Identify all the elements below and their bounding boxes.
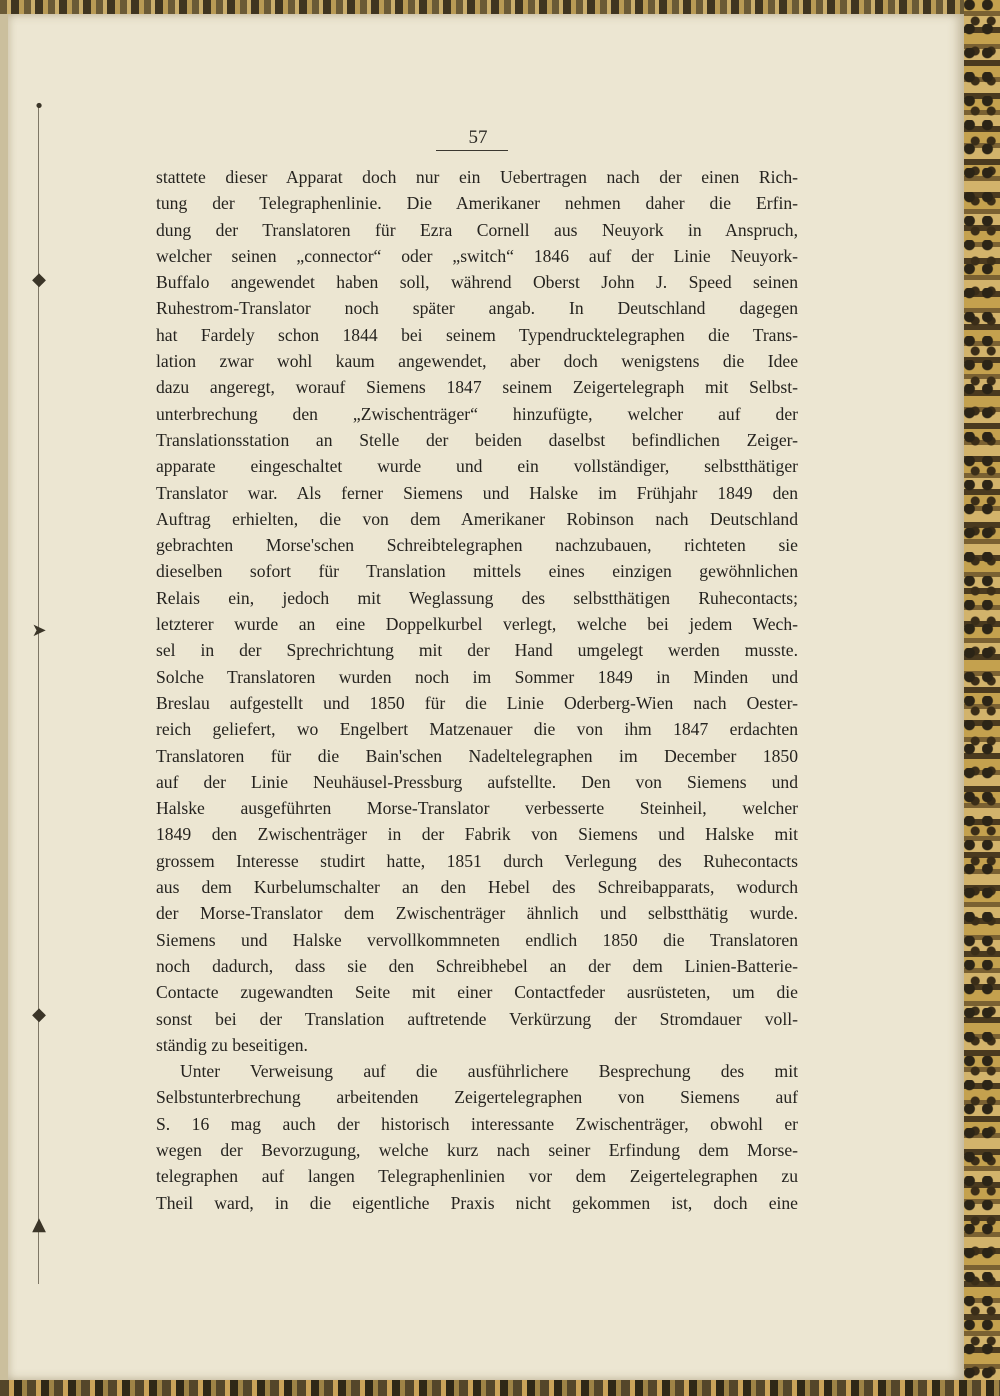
text-line: sonst bei der Translation auftretende Verkürzung der Stromdauer voll-	[156, 1008, 798, 1029]
text-line: letzterer wurde an eine Doppelkurbel verlegt, welche bei jedem Wech-	[156, 614, 798, 635]
text-line: Theil ward, in die eigentliche Praxis nicht gekommen ist, doch eine	[156, 1192, 798, 1213]
text-line: apparate eingeschaltet wurde und ein vollständiger, selbstthätiger	[156, 456, 798, 477]
text-line: Translator war. Als ferner Siemens und Halske im Frühjahr 1849 den	[156, 482, 798, 503]
text-line: Halske ausgeführten Morse-Translator verbesserte Steinheil, welcher	[156, 798, 798, 819]
margin-marker-icon: ◆	[32, 1004, 46, 1025]
page-number: 57	[468, 127, 488, 148]
text-line: wegen der Bevorzugung, welche kurz nach seiner Erfindung dem Morse-	[156, 1139, 798, 1160]
book-edge-right	[964, 0, 1000, 1396]
text-line: Breslau aufgestellt und 1850 für die Linie Oderberg-Wien nach Oester-	[156, 692, 798, 713]
margin-marker-icon: •	[33, 96, 45, 117]
book-edge-bottom	[0, 1380, 1000, 1396]
text-line: Solche Translatoren wurden noch im Sommer 1849 in Minden und	[156, 666, 798, 687]
text-line: Relais ein, jedoch mit Weglassung des selbstthätigen Ruhecontacts;	[156, 587, 798, 608]
text-line: grossem Interesse studirt hatte, 1851 durch Verlegung des Ruhecontacts	[156, 850, 798, 871]
margin-marker-icon: ◆	[32, 269, 46, 290]
text-line: Translatoren für die Bain'schen Nadeltelegraphen im December 1850	[156, 745, 798, 766]
body-text	[156, 164, 798, 1216]
text-line: Contacte zugewandten Seite mit einer Contactfeder ausrüsteten, um die	[156, 982, 798, 1003]
text-line: stattete dieser Apparat doch nur ein Uebertragen nach der einen Rich-	[156, 167, 798, 187]
text-line: 1849 den Zwischenträger in der Fabrik von Siemens und Halske mit	[156, 824, 798, 845]
text-line: Translationsstation an Stelle der beiden daselbst befindlichen Zeiger-	[156, 429, 798, 450]
page-number-rule	[436, 150, 508, 151]
text-line: Siemens und Halske vervollkommneten endlich 1850 die Translatoren	[156, 929, 798, 950]
text-line: Unter Verweisung auf die ausführlichere Besprechung des mit	[180, 1061, 798, 1082]
text-line: auf der Linie Neuhäusel-Pressburg aufstellte. Den von Siemens und	[156, 771, 798, 792]
text-line: aus dem Kurbelumschalter an den Hebel des Schreibapparats, wodurch	[156, 877, 798, 898]
text-line: Buffalo angewendet haben soll, während Oberst John J. Speed seinen	[156, 272, 798, 293]
text-line: lation zwar wohl kaum angewendet, aber doch wenigstens die Idee	[156, 351, 798, 372]
text-line: Auftrag erhielten, die von dem Amerikaner Robinson nach Deutschland	[156, 508, 798, 529]
text-line: noch dadurch, dass sie den Schreibhebel an der dem Linien-Batterie-	[156, 955, 798, 976]
paragraph-1	[156, 164, 798, 1058]
text-line: sel in der Sprechrichtung mit der Hand umgelegt werden musste.	[156, 640, 798, 661]
text-line: Ruhestrom-Translator noch später angab. In Deutschland dagegen	[156, 298, 798, 319]
paragraph-2	[156, 1058, 798, 1216]
text-line: hat Fardely schon 1844 bei seinem Typendrucktelegraphen die Trans-	[156, 324, 798, 345]
text-line: dieselben sofort für Translation mittels eines einzigen gewöhnlichen	[156, 561, 798, 582]
text-line: gebrachten Morse'schen Schreibtelegraphen nachzubauen, richteten sie	[156, 535, 798, 556]
text-line: S. 16 mag auch der historisch interessante Zwischenträger, obwohl er	[156, 1113, 798, 1134]
text-line: welcher seinen „connector“ oder „switch“ 1846 auf der Linie Neuyork-	[156, 245, 798, 266]
margin-marker-icon: ➤	[31, 620, 47, 641]
text-line: ständig zu beseitigen.	[156, 1034, 308, 1055]
text-line: dung der Translatoren für Ezra Cornell aus Neuyork in Anspruch,	[156, 219, 798, 240]
page-sheet	[8, 14, 964, 1380]
text-line: Selbstunterbrechung arbeitenden Zeigertelegraphen von Siemens auf	[156, 1087, 798, 1108]
text-line: unterbrechung den „Zwischenträger“ hinzufügte, welcher auf der	[156, 403, 798, 424]
book-edge-top	[0, 0, 1000, 14]
text-line: dazu angeregt, worauf Siemens 1847 seinem Zeigertelegraph mit Selbst-	[156, 377, 798, 398]
text-line: tung der Telegraphenlinie. Die Amerikaner nehmen daher die Erfin-	[156, 193, 798, 214]
margin-marker-icon: ▲	[32, 1214, 46, 1235]
text-line: reich geliefert, wo Engelbert Matzenauer die von ihm 1847 erdachten	[156, 719, 798, 740]
text-line: der Morse-Translator dem Zwischenträger ähnlich und selbstthätig wurde.	[156, 903, 798, 924]
text-line: telegraphen auf langen Telegraphenlinien vor dem Zeigertelegraphen zu	[156, 1166, 798, 1187]
